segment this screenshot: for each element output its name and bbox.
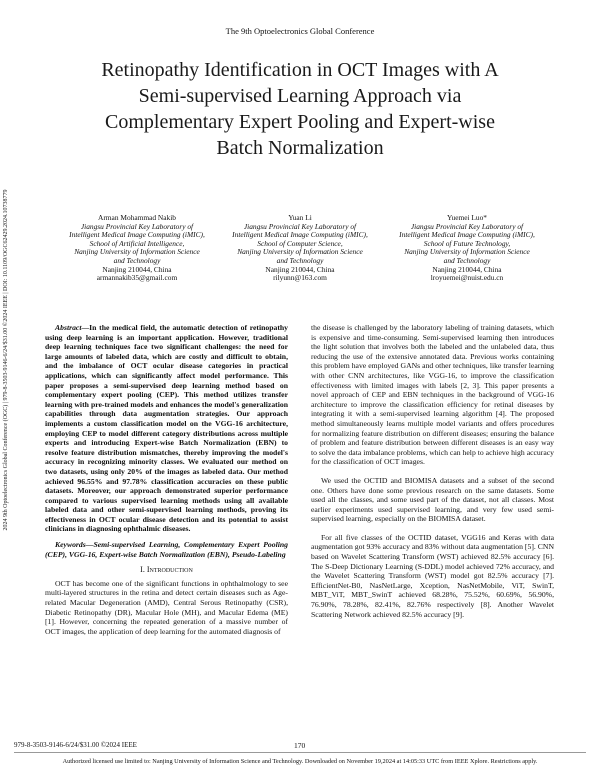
- author-affiliation: Nanjing University of Information Science: [404, 247, 530, 257]
- title-line: Semi-supervised Learning Approach via: [138, 85, 462, 107]
- author-name: Yuemei Luo*: [446, 213, 488, 222]
- author-affiliation: Jiangsu Provincial Key Laboratory of: [243, 221, 357, 231]
- body-paragraph: We used the OCTID and BIOMISA datasets and a subset of the second one. Others have done some previous research on the same datasets. Some used all the classes, and some used part of the dataset, not all classes. Most earlier experiments used supervised learning, and very few used semi-supervised learning, especially on the BIOMISA dataset.: [311, 475, 554, 524]
- title-line: Retinopathy Identification in OCT Images with A: [101, 59, 499, 81]
- license-notice: Authorized licensed use limited to: Nanjing University of Information Science and Technology. Downloaded on November 19,2024 at 14:05:33 UTC from IEEE Xplore. Restrictions apply.: [62, 758, 538, 765]
- author-block-2: [205, 214, 395, 283]
- author-affiliation: Nanjing University of Information Science: [237, 247, 363, 257]
- intro-paragraph: OCT has become one of the significant functions in ophthalmology to see multi-layered structures in the retina and detect certain diseases such as Age-related Macular Degeneration (AMD), Central Serous Retinopathy (CSR), Diabetic Retinopathy (DR), Macular Hole (MH), and Macular Edema (ME) [1]. However, concerning the repeated generation of a massive number of OCT images, the application of deep learning for the automated diagnosis of: [45, 578, 288, 636]
- author-email: armannakib35@gmail.com: [96, 273, 178, 283]
- author-affiliation: Nanjing University of Information Science: [74, 247, 200, 257]
- author-affiliation: School of Computer Science,: [257, 238, 343, 248]
- author-affiliation: and Technology: [443, 255, 491, 265]
- abstract-text: —In the medical field, the automatic detection of retinopathy using deep learning is an important application. However, traditional deep learning techniques face two significant challenges: the need for large amounts of labeled data, which are costly and difficult to obtain, and the imbalance of OCT ocular disease categories in practical applications, which can significantly affect model performance. This paper proposes a semi-supervised deep learning method based on complementary expert pooling (CEP). This method utilizes transfer learning with pre-trained models and enhances the model's generalization capabilities through data augmentation strategies. Our approach implements a custom classification model on the VGG-16 architecture, employing CEP to model different category distributions across multiple experts and introducing Expert-wise Batch Normalization (EBN) to resolve feature distribution mismatches, thereby improving the model's accuracy in recognizing minority classes. We evaluated our method on two datasets, using only 20% of the images as labeled data. Our method achieved 96.55% and 97.78% classification accuracies on these public datasets. Moreover, our approach demonstrated superior performance compared to various supervised learning methods using all available labeled data and other semi-supervised learning methods, proving its effectiveness in OCT ocular disease detection and its potential to assist clinicians in diagnosing ophthalmic diseases.: [45, 323, 288, 534]
- footer-divider: [14, 752, 586, 753]
- author-affiliation: Intelligent Medical Image Computing (iMIC),: [69, 230, 205, 240]
- author-city: Nanjing 210044, China: [102, 264, 172, 274]
- page-number: 170: [294, 741, 306, 750]
- author-name: Yuan Li: [288, 213, 312, 222]
- author-city: Nanjing 210044, China: [265, 264, 335, 274]
- body-paragraph: the disease is challenged by the laboratory labeling of training datasets, which is expensive and time-consuming. Semi-supervised learning then introduces the light solution that involves both the labeled and the unlabeled data, thus reducing the use of the extensive annotated data. Previous works containing this problem have employed GANs and other techniques, like transfer learning with other CNN architectures, like VGG-16, to improve the classification effectiveness with limited images with labels [2, 3]. This paper presents a novel approach of CEP and EBN techniques in the background of VGG-16 architecture to improve the classification efficiency for retinal diseases by integrating it with a semi-supervised learning algorithm [4]. The proposed method simultaneously learns multiple model variants and offers procedures for normalizing feature distribution on different diseases; ensuring the balance of problem and feature distribution between different diseases is an easy way to solve the data imbalance problems, which can help to achieve high accuracy for the classification of OCT images.: [311, 323, 554, 467]
- author-affiliation: Intelligent Medical Image Computing (iMIC),: [232, 230, 368, 240]
- author-block-1: [42, 214, 232, 283]
- footer-isbn: 979-8-3503-9146-6/24/$31.00 ©2024 IEEE: [14, 741, 137, 749]
- author-city: Nanjing 210044, China: [432, 264, 502, 274]
- conference-header: The 9th Optoelectronics Global Conference: [225, 26, 375, 36]
- side-doi-text: 2024 9th Optoelectronics Global Conference (OGC) | 979-8-3503-9146-6/24/$31.00 ©2024 IEEE | DOI: 10.1109/OGC62429.2024.10738779: [3, 189, 9, 531]
- author-email: lroyuemei@nuist.edu.cn: [430, 273, 504, 283]
- author-affiliation: Jiangsu Provincial Key Laboratory of: [410, 221, 524, 231]
- title-line: Complementary Expert Pooling and Expert-wise: [105, 111, 495, 133]
- author-name: Arman Mohammad Nakib: [98, 213, 176, 222]
- author-email: rilyunn@163.com: [273, 273, 327, 283]
- author-affiliation: and Technology: [113, 255, 161, 265]
- paper-title: [30, 57, 570, 161]
- left-column: [45, 323, 288, 636]
- keywords: Keywords—Semi-supervised Learning, Complementary Expert Pooling (CEP), VGG-16, Expert-wise Batch Normalization (EBN), Pseudo-Labeling: [45, 540, 288, 559]
- right-column: [311, 323, 554, 619]
- author-affiliation: Jiangsu Provincial Key Laboratory of: [80, 221, 194, 231]
- abstract: [45, 323, 288, 534]
- title-line: Batch Normalization: [216, 137, 384, 159]
- author-affiliation: Intelligent Medical Image Computing (iMIC),: [399, 230, 535, 240]
- body-paragraph: For all five classes of the OCTID dataset, VGG16 and Keras with data augmentation got 93% accuracy and 83% without data augmentation [5]. CNN based on Wavelet Scattering Transform (WST) achieved 82.5% accuracy [6]. The S-Deep Dictionary Learning (S-DDL) model achieved 72% accuracy, and the Wavelet Scattering Transform (WST) model got 82.5% accuracy [7]. EfficientNet-B0, NasNetLarge, Xception, NasNetMobile, ViT, SwinT, MBT_ViT, MBT_SwinT achieved 68.28%, 75.52%, 60.69%, 56.90%, 76.90%, 78.28%, 82.41%, 82.76% respectively [8]. Another Wavelet Scattering Network achieved 82.5% accuracy [9].: [311, 532, 554, 619]
- section-heading: I. Introduction: [140, 565, 193, 575]
- abstract-lead: Abstract: [55, 323, 82, 332]
- author-affiliation: and Technology: [276, 255, 324, 265]
- author-affiliation: School of Artificial Intelligence,: [89, 238, 185, 248]
- author-affiliation: School of Future Technology,: [423, 238, 511, 248]
- author-block-3: [372, 214, 562, 283]
